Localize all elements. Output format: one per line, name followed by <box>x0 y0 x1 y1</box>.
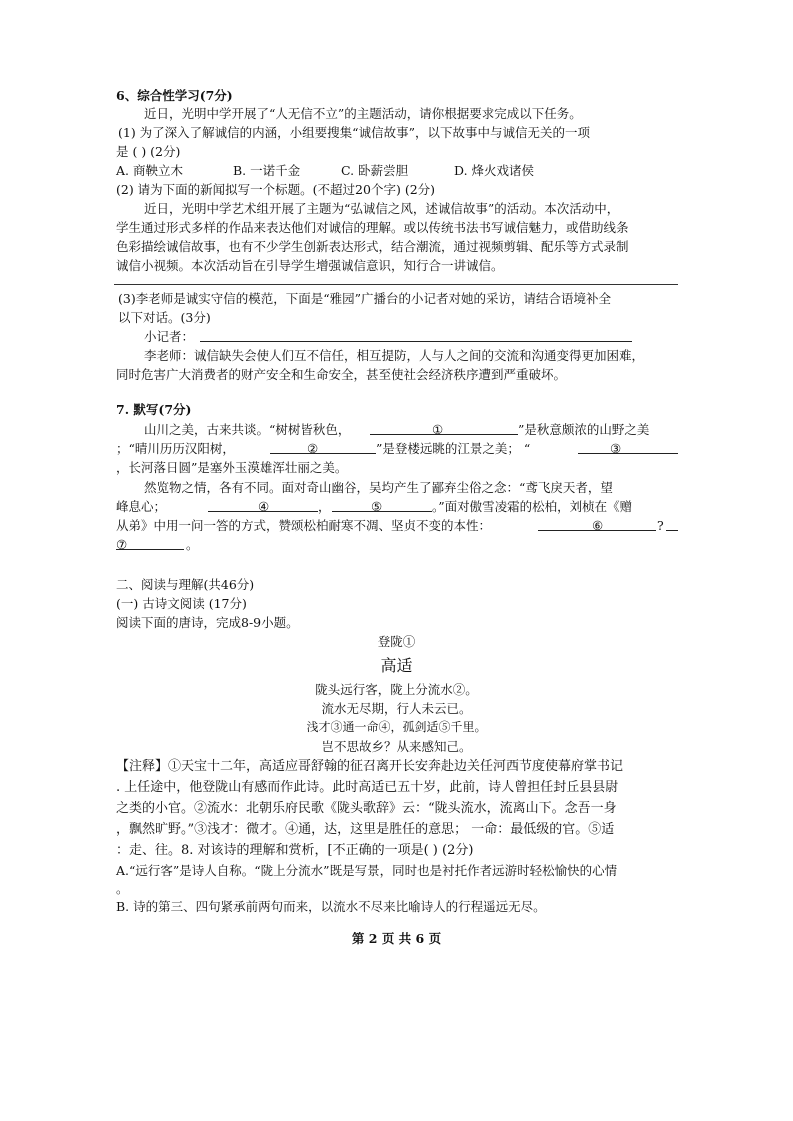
reporter-label: 小记者： <box>144 329 195 344</box>
blank-6-tail[interactable] <box>666 530 678 531</box>
q7-line1-b: ”是秋意颇浓的山野之美 <box>518 422 650 437</box>
blank-1-marker: ① <box>432 422 444 437</box>
part2-heading: 二、阅读与理解(共46分) <box>116 577 255 592</box>
notes-line: ：走、往。8. 对该诗的理解和赏析，[不正确的一项是( ) (2分) <box>116 843 474 858</box>
notes-line: 之类的小官。②流水：北朝乐府民歌《陇头歌辞》云：“陇头流水，流离山下。念吾一身 <box>116 801 617 816</box>
q7-line4: 然览物之情，各有不同。面对奇山幽谷，吴均产生了鄙弃尘俗之念：“鸢飞戾天者，望 <box>144 480 613 495</box>
q6-p3-line2: 以下对话。(3分) <box>118 310 211 325</box>
answer-line[interactable] <box>114 284 678 285</box>
blank-3-marker: ③ <box>610 441 622 456</box>
q7-line6-b: ? <box>657 518 664 533</box>
teacher-line1: 李老师：诚信缺失会使人们互不信任，相互提防，人与人之间的交流和沟通变得更加困难， <box>144 348 645 363</box>
part2-instruction: 阅读下面的唐诗，完成8-9小题。 <box>116 615 299 630</box>
q6-intro: 近日，光明中学开展了“人无信不立”的主题活动，请你根据要求完成以下任务。 <box>144 106 582 121</box>
q7-line2-b: ”是登楼远眺的江景之美； “ <box>376 441 531 456</box>
part2-subheading: (一) 古诗文阅读 (17分) <box>116 596 247 611</box>
blank-2[interactable] <box>270 453 376 454</box>
q6-p1-line1: (1) 为了深入了解诚信的内涵，小组要搜集“诚信故事”，以下故事中与诚信无关的一项 <box>118 125 590 140</box>
q6-news-line: 诚信小视频。本次活动旨在引导学生增强诚信意识，知行合一讲诚信。 <box>116 258 504 273</box>
q7-line1-a: 山川之美，古来共谈。“树树皆秋色， <box>144 422 351 437</box>
page-number: 第 2 页 共 6 页 <box>351 931 442 946</box>
reporter-answer-blank[interactable] <box>200 341 632 342</box>
blank-4-marker: ④ <box>258 499 270 514</box>
poem-line: 陇头远行客，陇上分流水②。 <box>315 682 478 697</box>
q6-p1-line2: 是 ( ) (2分) <box>116 144 181 159</box>
notes-line: 【注释】①天宝十二年，高适应哥舒翰的征召离开长安奔赴边关任河西节度使幕府掌书记 <box>116 759 624 774</box>
blank-7-marker: ⑦ <box>116 537 128 552</box>
q8-option-b: B. 诗的第三、四句紧承前两句而来，以流水不尽来比喻诗人的行程遥远无尽。 <box>116 899 546 914</box>
blank-2-marker: ② <box>307 441 319 456</box>
blank-3[interactable] <box>578 453 678 454</box>
q6-p3-line1: (3)李老师是诚实守信的模范，下面是“雅园”广播台的小记者对她的采访，请结合语境补全 <box>118 291 611 306</box>
q6-news-line: 色彩描绘诚信故事，也有不少学生创新表达形式，结合潮流，通过视频剪辑、配乐等方式录制 <box>116 239 629 254</box>
poem-line: 流水无尽期，行人未云已。 <box>321 701 472 716</box>
q7-heading: 7. 默写(7分) <box>116 402 192 417</box>
blank-1[interactable] <box>370 434 518 435</box>
q7-line5-c: 。”面对傲雪凌霜的松柏，刘桢在《赠 <box>432 499 633 514</box>
q7-line7-end: 。 <box>186 537 199 552</box>
q6-heading: 6、综合性学习(7分) <box>116 88 233 103</box>
q6-news-line: 学生通过形式多样的作品来表达他们对诚信的理解。或以传统书法书写诚信魅力，或借助线条 <box>116 220 629 235</box>
q8-option-a-line2: 。 <box>116 881 129 896</box>
q7-line2-a: ；“晴川历历汉阳树， <box>116 441 235 456</box>
poem-author: 高适 <box>380 656 413 675</box>
q6-news-line: 近日，光明中学艺术组开展了主题为“弘诚信之风，述诚信故事”的活动。本次活动中， <box>144 201 620 216</box>
q8-option-a-line1: A.“远行客”是诗人自称。“陇上分流水”既是写景，同时也是衬托作者远游时轻松愉快的心情 <box>116 863 618 878</box>
poem-line: 岂不思故乡？从来感知己。 <box>321 739 472 754</box>
q6-option-b: B. 一诺千金 <box>233 163 301 178</box>
q6-option-d: D. 烽火戏诸侯 <box>454 163 535 178</box>
poem-line: 浅才③通一命④，孤剑适⑤千里。 <box>306 720 487 734</box>
notes-line: ，飘然旷野。”③浅才：微才。④通，达，这里是胜任的意思； 一命：最低级的官。⑤适 <box>116 822 615 837</box>
q7-line3: ，长河落日圆”是塞外玉漠雄浑壮丽之美。 <box>116 460 348 475</box>
q6-option-c: C. 卧薪尝胆 <box>341 163 409 178</box>
q6-p2-prompt: (2) 请为下面的新闻拟写一个标题。(不超过20个字) (2分) <box>116 182 436 197</box>
notes-line: . 上任途中，他登陇山有感而作此诗。此时高适已五十岁，此前，诗人曾担任封丘县县尉 <box>116 780 619 795</box>
blank-6-marker: ⑥ <box>592 518 604 533</box>
poem-title: 登陇① <box>377 634 416 649</box>
blank-5-marker: ⑤ <box>371 499 383 514</box>
q7-line6-a: 从弟》中用一问一答的方式，赞颂松柏耐寒不凋、坚贞不变的本性： <box>116 518 492 533</box>
q7-line5-a: 峰息心； <box>116 499 167 514</box>
teacher-line2: 同时危害广大消费者的财产安全和生命安全，甚至使社会经济秩序遭到严重破坏。 <box>116 367 567 382</box>
q7-line5-b: ， <box>318 499 331 514</box>
q6-option-a: A. 商鞅立木 <box>116 163 183 178</box>
